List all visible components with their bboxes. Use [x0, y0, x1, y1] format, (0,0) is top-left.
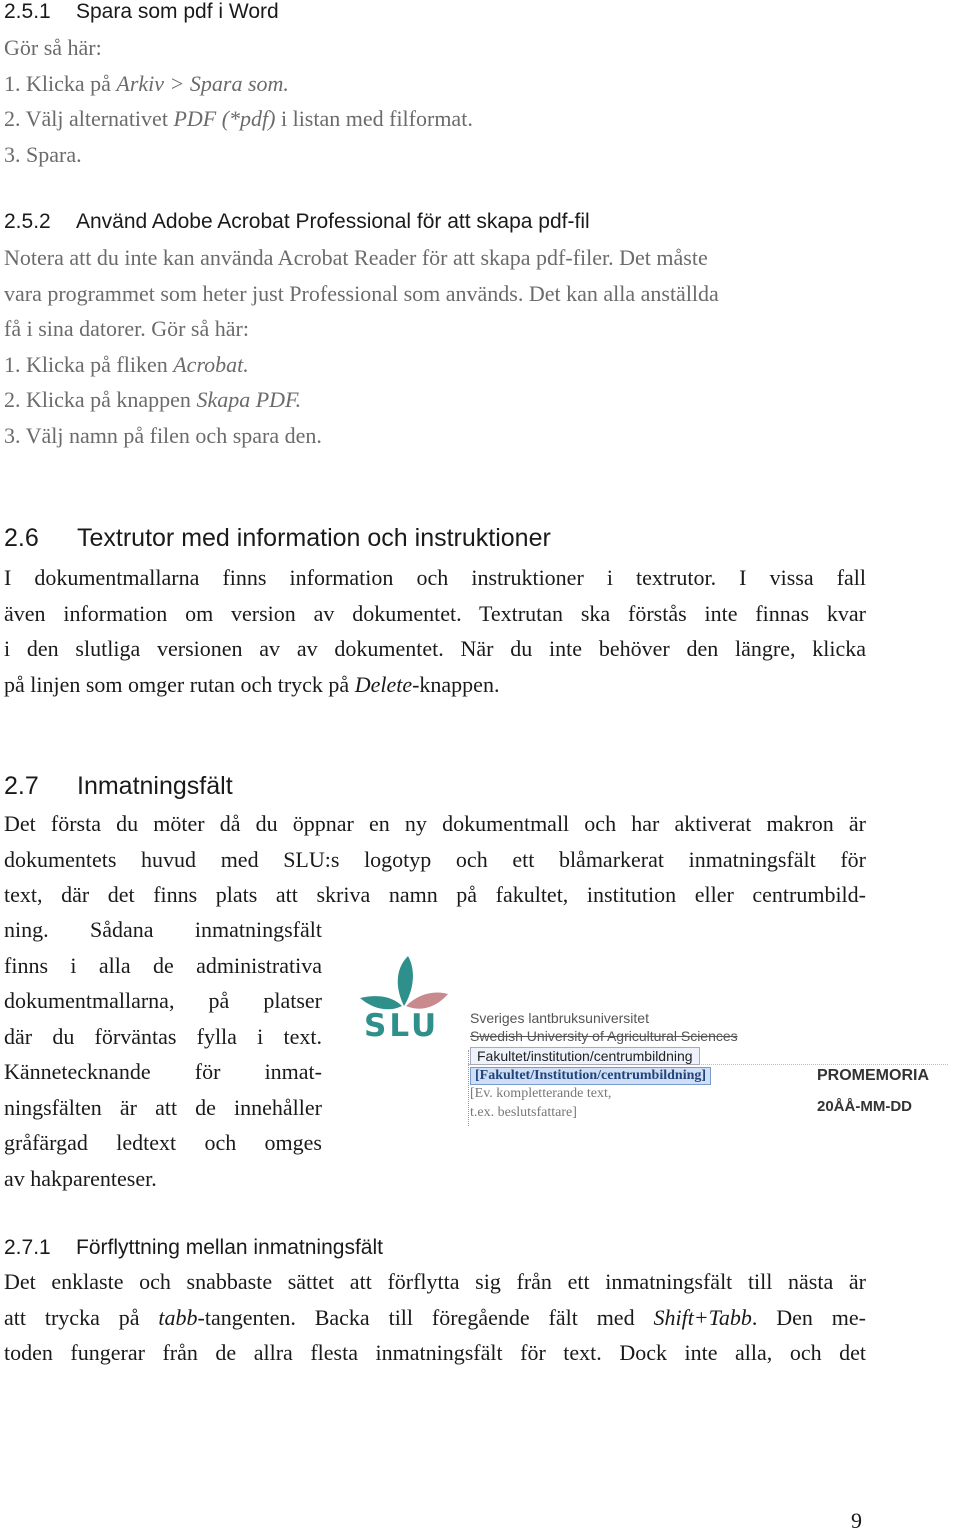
list-item: 2. Klicka på knappen Skapa PDF. [4, 387, 302, 412]
paragraph-line: få i sina datorer. Gör så här: [4, 316, 249, 341]
heading-title: Förflyttning mellan inmatningsfält [76, 1236, 383, 1259]
paragraph-line: ning. Sådana inmatningsfält [4, 917, 322, 942]
heading-2-6 [4, 524, 551, 552]
list-item: 1. Klicka på Arkiv > Spara som. [4, 70, 289, 96]
paragraph-line: Notera att du inte kan använda Acrobat Reader för att skapa pdf-filer. Det måste [4, 245, 708, 270]
heading-2-5-1 [4, 0, 279, 24]
heading-number: 2.5.2 [4, 210, 51, 233]
paragraph-line: där du förväntas fylla i text. [4, 1023, 322, 1049]
heading-number: 2.7 [4, 772, 39, 800]
paragraph-line: gråfärgad ledtext och omges [4, 1130, 322, 1155]
paragraph-line: att trycka på tabb-tangenten. Backa till föregående fält med Shift+Tabb. Den me- [4, 1304, 866, 1330]
heading-number: 2.5.1 [4, 0, 51, 23]
heading-number: 2.6 [4, 524, 39, 552]
date-field[interactable]: 20ÅÅ-MM-DD [817, 1098, 912, 1115]
paragraph-line: Gör så här: [4, 35, 102, 60]
paragraph-line: finns i alla de administrativa [4, 952, 322, 978]
list-item: 3. Spara. [4, 141, 82, 167]
faculty-input-field[interactable]: [Fakultet/Institution/centrumbildning] [470, 1067, 711, 1085]
paragraph-line: i den slutliga versionen av av dokumentet. När du inte behöver den längre, klicka [4, 636, 866, 661]
heading-title: Textrutor med information och instruktioner [77, 524, 551, 552]
paragraph-line: av hakparenteser. [4, 1165, 157, 1191]
paragraph-line: på linjen som omger rutan och tryck på Delete-knappen. [4, 671, 500, 697]
paragraph-line: Det enklaste och snabbaste sättet att förflytta sig från ett inmatningsfält till nästa är [4, 1269, 866, 1294]
slu-header-figure [356, 950, 960, 1136]
paragraph-line: även information om version av dokumentet. Textrutan ska förstås inte finnas kvar [4, 600, 866, 626]
heading-title: Spara som pdf i Word [76, 0, 279, 23]
heading-title: Inmatningsfält [77, 772, 233, 800]
heading-number: 2.7.1 [4, 1236, 51, 1259]
paragraph-line: vara programmet som heter just Professional som används. Det kan alla anställda [4, 280, 719, 306]
university-name-sv: Sveriges lantbruksuniversitet [470, 1010, 649, 1026]
paragraph-line: text, där det finns plats att skriva namn på fakultet, institution eller centrumbild- [4, 882, 866, 907]
section-2-7-wrapped-text [4, 912, 322, 1196]
section-2-7-body [4, 806, 866, 913]
section-2-5-1-body [4, 30, 473, 172]
paragraph-line: ningsfälten är att de innehåller [4, 1094, 322, 1120]
faculty-field-label[interactable]: Fakultet/institution/centrumbildning [470, 1047, 700, 1065]
list-item: 2. Välj alternativet PDF (*pdf) i listan med filformat. [4, 106, 473, 131]
extra-text-field-cont[interactable]: t.ex. beslutsfattare] [470, 1105, 577, 1120]
section-2-6-body [4, 560, 866, 702]
page-number: 9 [851, 1508, 862, 1533]
section-2-5-2-body [4, 240, 866, 453]
paragraph-line: toden fungerar från de allra flesta inmatningsfält för text. Dock inte alla, och det [4, 1340, 866, 1365]
paragraph-line: Det första du möter då du öppnar en ny dokumentmall och har aktiverat makron är [4, 811, 866, 836]
list-item: 3. Välj namn på filen och spara den. [4, 422, 322, 448]
section-2-7-1-body [4, 1264, 866, 1371]
paragraph-line: I dokumentmallarna finns information och instruktioner i textrutor. I vissa fall [4, 565, 866, 590]
heading-2-7 [4, 772, 233, 800]
heading-2-5-2 [4, 210, 590, 234]
slu-logo-text: SLU [364, 1008, 440, 1044]
list-item: 1. Klicka på fliken Acrobat. [4, 351, 249, 377]
paragraph-line: Kännetecknande för inmat- [4, 1059, 322, 1084]
paragraph-line: dokumentmallarna, på platser [4, 988, 322, 1013]
university-name-en: Swedish University of Agricultural Sciences [470, 1028, 738, 1044]
document-type-label: PROMEMORIA [817, 1067, 929, 1084]
heading-title: Använd Adobe Acrobat Professional för att skapa pdf-fil [76, 210, 590, 233]
extra-text-field[interactable]: [Ev. kompletterande text, [470, 1086, 612, 1101]
paragraph-line: dokumentets huvud med SLU:s logotyp och ett blåmarkerat inmatningsfält för [4, 846, 866, 872]
heading-2-7-1 [4, 1236, 383, 1260]
